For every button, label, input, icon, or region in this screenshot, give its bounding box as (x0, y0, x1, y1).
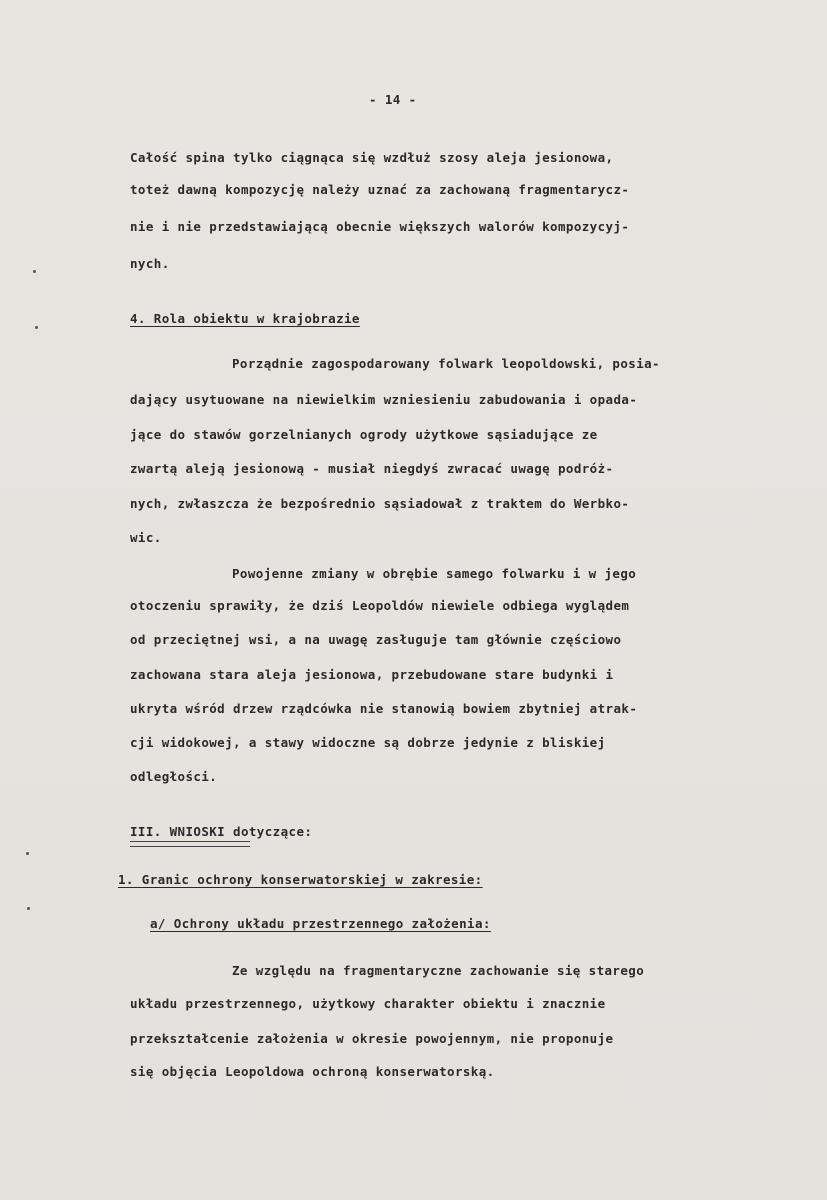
paragraph-line: wic. (130, 530, 162, 545)
section-heading-role: 4. Rola obiektu w krajobrazie (130, 311, 360, 326)
paragraph-line: nie i nie przedstawiającą obecnie większych walorów kompozycyj- (130, 219, 630, 234)
subsection-heading-protection-limits: 1. Granic ochrony konserwatorskiej w zakresie: (118, 872, 483, 887)
paragraph-line: zwartą aleją jesionową - musiał niegdyś zwracać uwagę podróż- (130, 461, 614, 476)
paragraph-line: Całość spina tylko ciągnąca się wzdłuż szosy aleja jesionowa, (130, 150, 614, 165)
paragraph-line: jące do stawów gorzelnianych ogrody użytkowe sąsiadujące ze (130, 427, 598, 442)
paragraph-line: nych. (130, 256, 170, 271)
paragraph-line: układu przestrzennego, użytkowy charakter obiektu i znacznie (130, 996, 606, 1011)
margin-mark (35, 326, 38, 329)
page-number: - 14 - (369, 92, 417, 107)
heading-double-underline (130, 841, 250, 847)
paragraph-line: cji widokowej, a stawy widoczne są dobrze jedynie z bliskiej (130, 735, 606, 750)
paragraph-line: otoczeniu sprawiły, że dziś Leopoldów niewiele odbiega wyglądem (130, 598, 630, 613)
paragraph-line: dający usytuowane na niewielkim wzniesieniu zabudowania i opada- (130, 392, 638, 407)
paragraph-line: Porządnie zagospodarowany folwark leopoldowski, posia- (232, 356, 660, 371)
margin-mark (33, 270, 36, 273)
section-heading-conclusions: III. WNIOSKI dotyczące: (130, 824, 313, 839)
paragraph-line: odległości. (130, 769, 218, 784)
paragraph-line: Ze względu na fragmentaryczne zachowanie się starego (232, 963, 645, 978)
paragraph-line: ukryta wśród drzew rządcówka nie stanowią bowiem zbytniej atrak- (130, 701, 638, 716)
paragraph-line: toteż dawną kompozycję należy uznać za zachowaną fragmentarycz- (130, 182, 630, 197)
paragraph-line: zachowana stara aleja jesionowa, przebudowane stare budynki i (130, 667, 614, 682)
subsection-heading-spatial-layout: a/ Ochrony układu przestrzennego założenia: (150, 916, 491, 931)
margin-mark (27, 907, 30, 910)
paragraph-line: się objęcia Leopoldowa ochroną konserwatorską. (130, 1064, 495, 1079)
paragraph-line: przekształcenie założenia w okresie powojennym, nie proponuje (130, 1031, 614, 1046)
margin-mark (26, 852, 29, 855)
paragraph-line: nych, zwłaszcza że bezpośrednio sąsiadował z traktem do Werbko- (130, 496, 630, 511)
paragraph-line: Powojenne zmiany w obrębie samego folwarku i w jego (232, 566, 637, 581)
paragraph-line: od przeciętnej wsi, a na uwagę zasługuje tam głównie częściowo (130, 632, 622, 647)
